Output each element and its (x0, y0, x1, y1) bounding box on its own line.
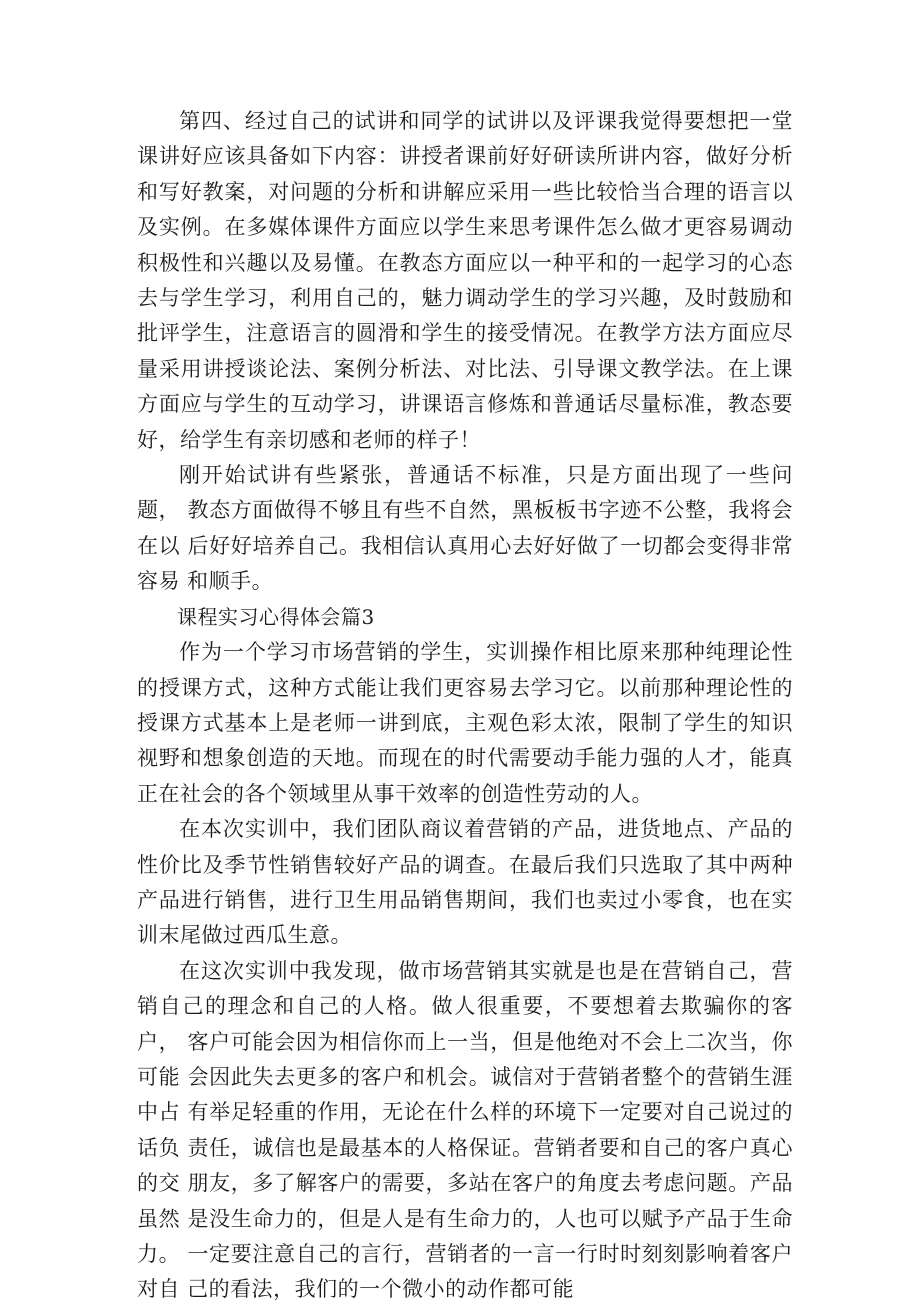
paragraph-team-products: 在本次实训中，我们团队商议着营销的产品，进货地点、产品的 性价比及季节性销售较好产品的调查。在最后我们只选取了其中两种 产品进行销售，进行卫生用品销售期间，我们也卖过小零食，也在实 训末尾做过西瓜生意。 (137, 817, 793, 948)
document-body (137, 104, 793, 1308)
paragraph-integrity: 在这次实训中我发现，做市场营销其实就是也是在营销自己，营 销自己的理念和自己的人格。做人很重要，不要想着去欺骗你的客户， 客户可能会因为相信你而上一当，但是他绝对不会上二次当，你可能 会因此失去更多的客户和机会。诚信对于营销者整个的营销生涯中占 有举足轻重的作用，无论在什么样的环境下一定要对自己说过的话负 责任，诚信也是最基本的人格保证。营销者要和自己的客户真心的交 朋友，多了解客户的需要，多站在客户的角度去考虑问题。产品虽然 是没生命力的，但是人是有生命力的，人也可以赋予产品于生命力。 一定要注意自己的言行，营销者的一言一行时时刻刻影响着客户对自 己的看法，我们的一个微小的动作都可能 (137, 958, 793, 1302)
paragraph-nervous-start: 刚开始试讲有些紧张，普通话不标准，只是方面出现了一些问题， 教态方面做得不够且有些不自然，黑板板书字迹不公整，我将会在以 后好好培养自己。我相信认真用心去好好做了一切都会变得非常容易 和顺手。 (137, 463, 793, 594)
paragraph-trial-lecture: 第四、经过自己的试讲和同学的试讲以及评课我觉得要想把一堂 课讲好应该具备如下内容：讲授者课前好好研读所讲内容，做好分析 和写好教案，对问题的分析和讲解应采用一些比较恰当合理的语言以 及实例。在多媒体课件方面应以学生来思考课件怎么做才更容易调动 积极性和兴趣以及易懂。在教态方面应以一种平和的一起学习的心态 去与学生学习，利用自己的，魅力调动学生的学习兴趣，及时鼓励和 批评学生，注意语言的圆滑和学生的接受情况。在教学方法方面应尽 量采用讲授谈论法、案例分析法、对比法、引导课文教学法。在上课 方面应与学生的互动学习，讲课语言修炼和普通话尽量标准，教态要 好，给学生有亲切感和老师的样子！ (137, 109, 793, 452)
paragraph-marketing-student: 作为一个学习市场营销的学生，实训操作相比原来那种纯理论性 的授课方式，这种方式能让我们更容易去学习它。以前那种理论性的 授课方式基本上是老师一讲到底，主观色彩太浓，限制了学生的知识 视野和想象创造的天地。而现在的时代需要动手能力强的人才，能真 正在社会的各个领域里从事干效率的创造性劳动的人。 (137, 640, 793, 806)
section-heading: 课程实习心得体会篇3 (177, 604, 375, 629)
